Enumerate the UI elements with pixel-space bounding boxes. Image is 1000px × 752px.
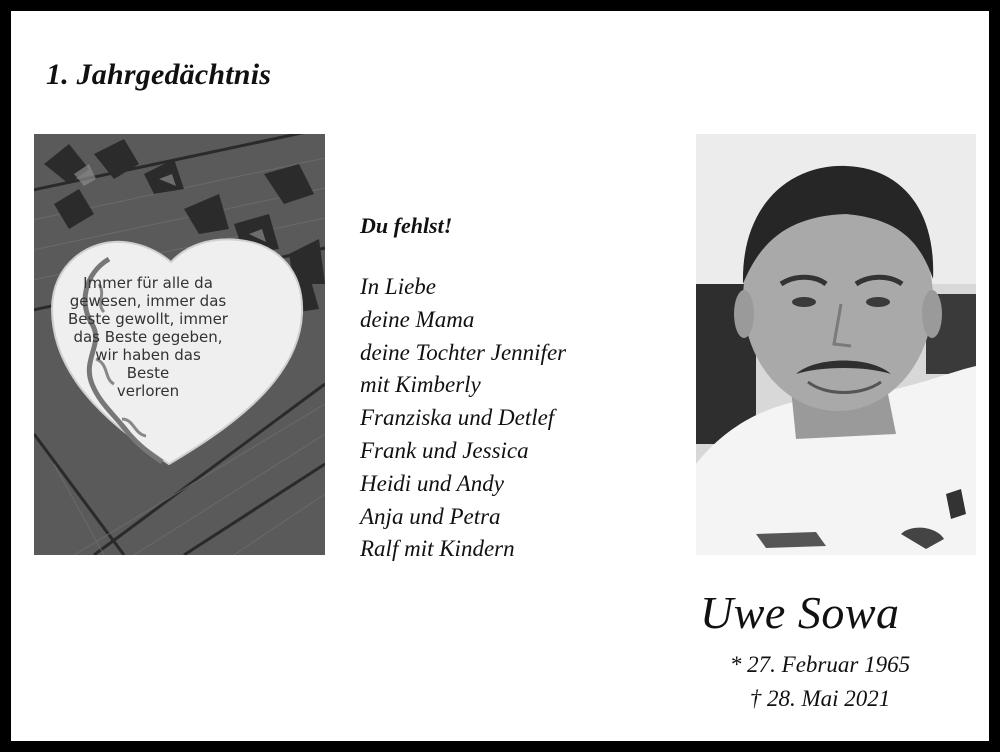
anniversary-heading: 1. Jahrgedächtnis xyxy=(46,58,272,91)
inscription-line: das Beste gegeben, xyxy=(73,328,223,346)
death-date: † 28. Mai 2021 xyxy=(749,686,891,711)
inscription-line: Beste gewollt, immer xyxy=(68,310,228,328)
mourner-line: Anja und Petra xyxy=(360,503,501,529)
mourner-line: Frank und Jessica xyxy=(360,437,529,463)
deceased-name: Uwe Sowa xyxy=(700,587,900,638)
inscription-line: Immer für alle da xyxy=(83,274,213,292)
inscription-line: wir haben das xyxy=(95,346,201,364)
verse-title: Du fehlst! xyxy=(360,213,453,238)
mourner-line: deine Mama xyxy=(360,306,475,332)
portrait-photo xyxy=(696,134,976,555)
mourners-list xyxy=(360,271,566,566)
mourner-line: mit Kimberly xyxy=(360,372,481,398)
birth-date: * 27. Februar 1965 xyxy=(729,652,911,677)
inscription-line: verloren xyxy=(116,382,180,400)
mourner-line: deine Tochter Jennifer xyxy=(360,339,567,365)
mourner-line: In Liebe xyxy=(360,274,437,299)
mourner-line: Ralf mit Kindern xyxy=(360,536,515,562)
inscription-line: gewesen, immer das xyxy=(69,292,227,310)
portrait-image xyxy=(696,134,976,555)
mourner-line: Heidi und Andy xyxy=(360,470,504,496)
inscription-line: Beste xyxy=(126,364,170,382)
heart-stone-inscription xyxy=(62,274,234,400)
mourner-line: Franziska und Detlef xyxy=(360,405,555,431)
life-dates xyxy=(700,648,940,716)
